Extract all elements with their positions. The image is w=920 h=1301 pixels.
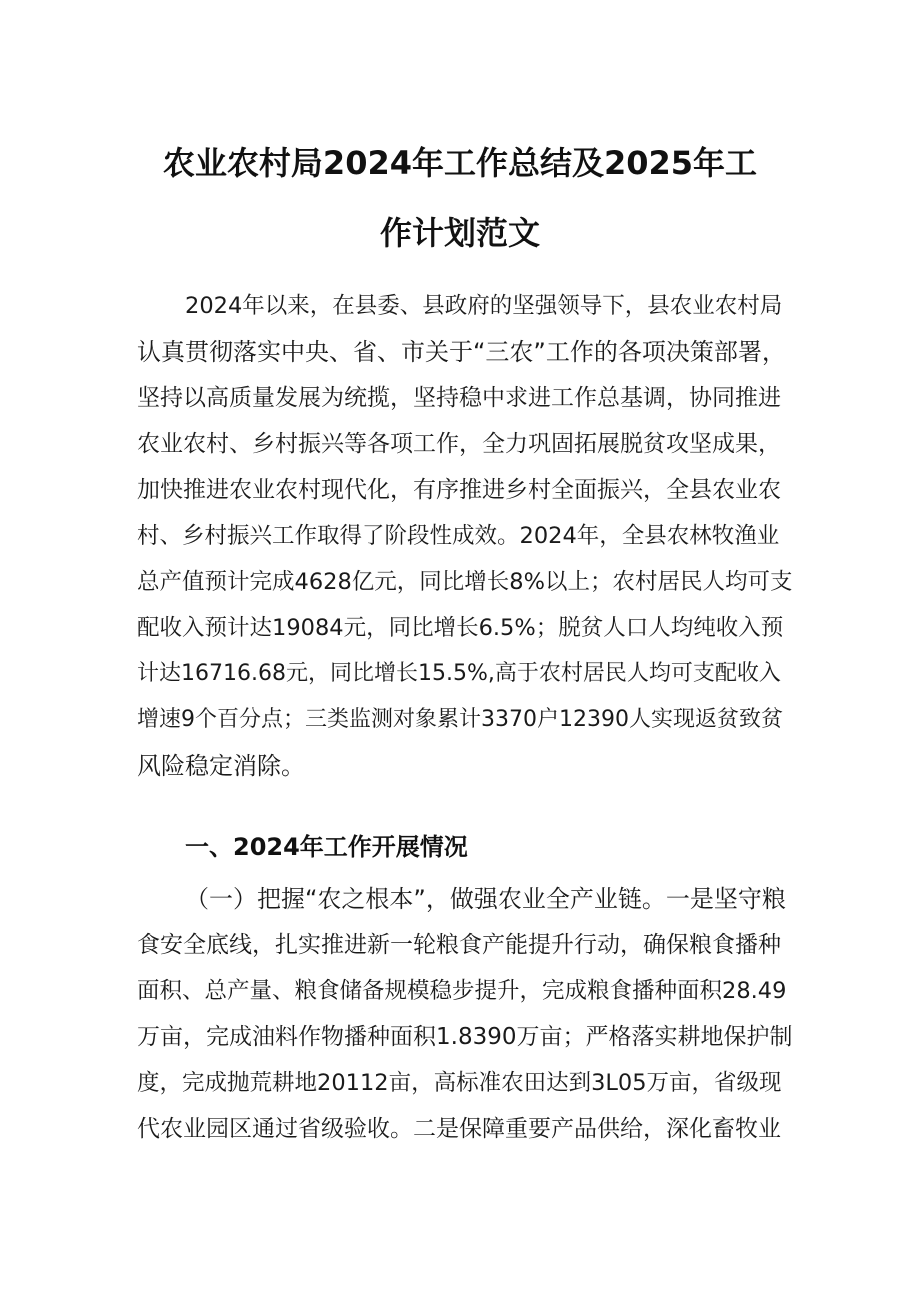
document-title-line-1: 农业农村局2024年工作总结及2025年工 <box>162 144 758 182</box>
paragraph-line: 坚持以高质量发展为统揽，坚持稳中求进工作总基调，协同推进 <box>137 385 781 411</box>
paragraph-line: 2024年以来，在县委、县政府的坚强领导下，县农业农村局 <box>185 293 783 319</box>
paragraph-line: （一）把握“农之根本”，做强农业全产业链。一是坚守粮 <box>185 885 786 913</box>
paragraph-line: 增速9个百分点；三类监测对象累计3370户12390人实现返贫致贫 <box>137 707 783 732</box>
paragraph-line: 加快推进农业农村现代化，有序推进乡村全面振兴，全县农业农 <box>137 477 781 503</box>
paragraph-line: 总产值预计完成4628亿元，同比增长8%以上；农村居民人均可支 <box>137 569 793 595</box>
paragraph-line: 面积、总产量、粮食储备规模稳步提升，完成粮食播种面积28.49 <box>137 978 787 1004</box>
intro-paragraph <box>137 283 793 789</box>
section-heading-text: 年工作开展情况 <box>299 833 468 861</box>
paragraph-line: 食安全底线，扎实推进新一轮粮食产能提升行动，确保粮食播种 <box>137 932 781 958</box>
document-title-line-2: 作计划范文 <box>379 214 540 252</box>
paragraph-line: 村、乡村振兴工作取得了阶段性成效。2024年，全县农林牧渔业 <box>137 523 780 549</box>
paragraph-line: 配收入预计达19084元，同比增长6.5%；脱贫人口人均纯收入预 <box>137 615 784 641</box>
paragraph-line: 风险稳定消除。 <box>137 752 305 780</box>
section-heading <box>185 824 468 870</box>
section-heading-year: 2024 <box>233 833 300 861</box>
paragraph-line: 计达16716.68元，同比增长15.5%,高于农村居民人均可支配收入 <box>137 661 781 686</box>
paragraph-line: 认真贯彻落实中央、省、市关于“三农”工作的各项决策部署， <box>137 338 786 366</box>
paragraph-line: 代农业园区通过省级验收。二是保障重要产品供给，深化畜牧业 <box>137 1116 781 1142</box>
paragraph-line: 农业农村、乡村振兴等各项工作，全力巩固拓展脱贫攻坚成果， <box>137 431 781 457</box>
paragraph-line: 万亩，完成油料作物播种面积1.8390万亩；严格落实耕地保护制 <box>137 1024 793 1050</box>
section-heading-prefix: 一、 <box>185 833 233 861</box>
section-paragraph <box>137 876 793 1152</box>
paragraph-line: 度，完成抛荒耕地20112亩，高标准农田达到3L05万亩，省级现 <box>137 1070 782 1096</box>
